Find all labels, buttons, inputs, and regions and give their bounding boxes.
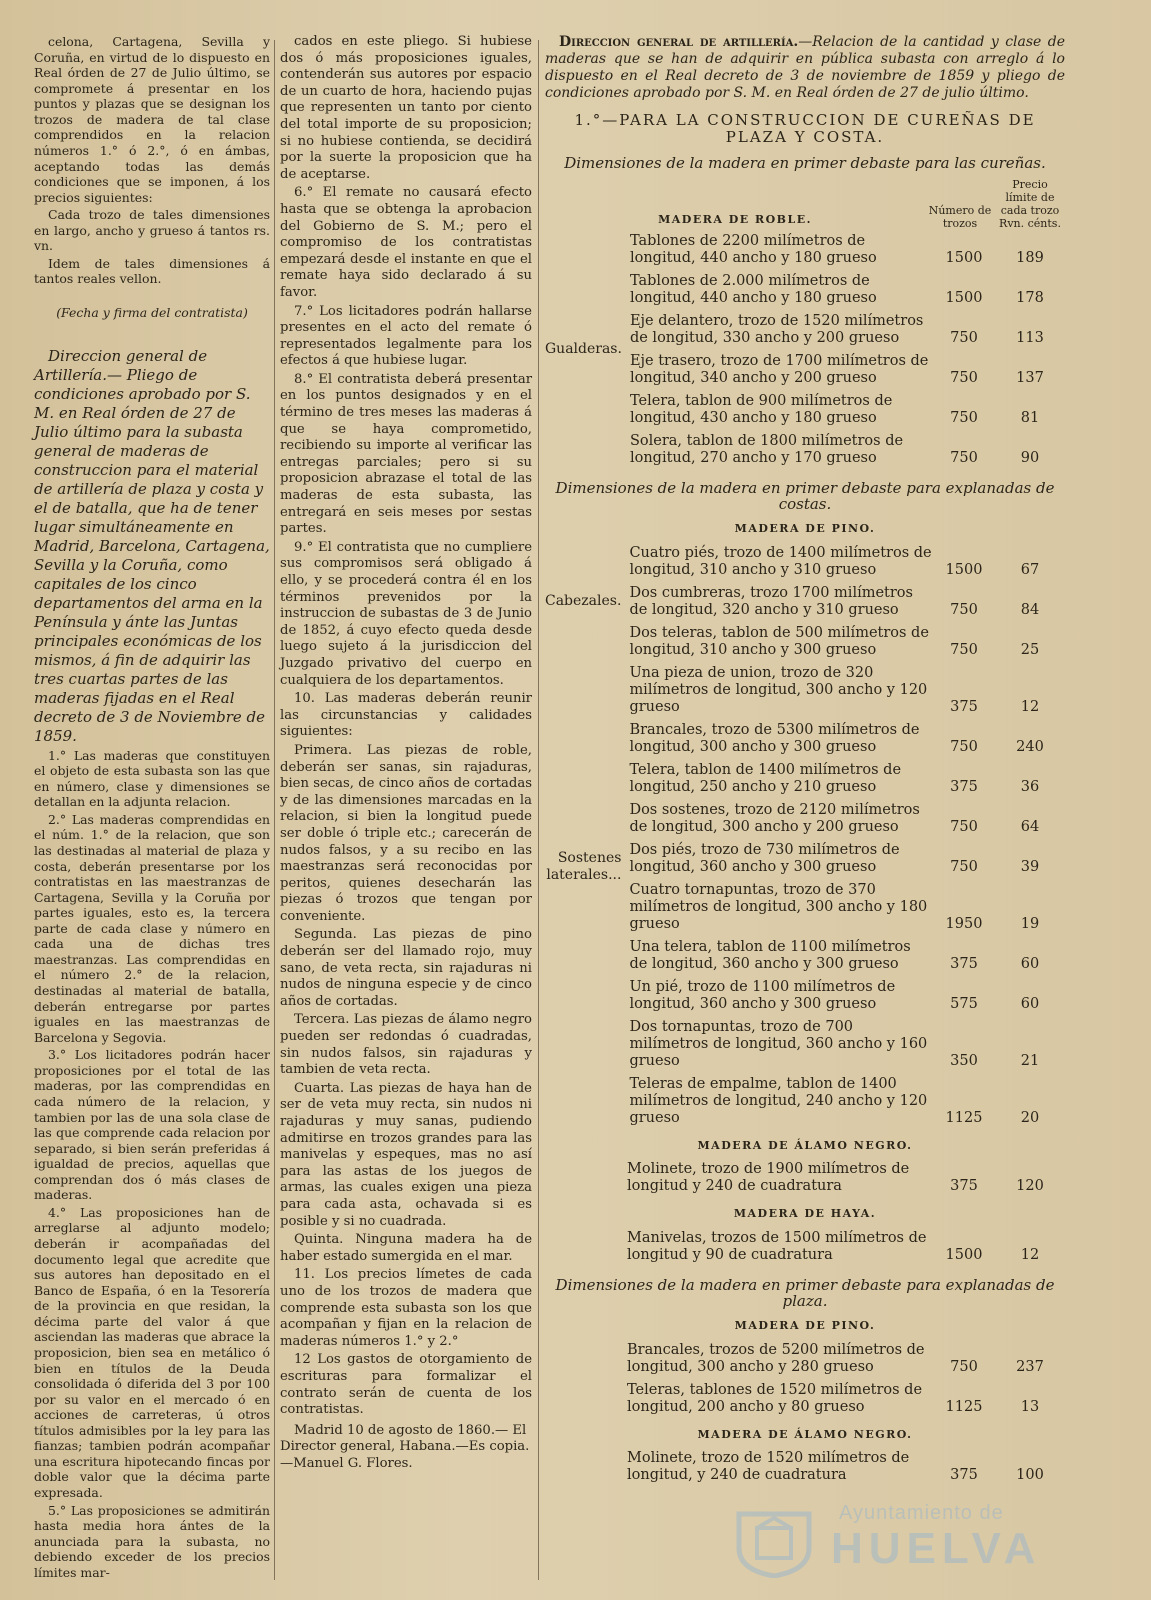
paragraph: Idem de tales dimensiones á tantos reales vellon.: [34, 255, 270, 287]
group-label: Sostenes laterales...: [546, 850, 622, 884]
relacion-title: [545, 34, 1065, 102]
group-label: [545, 1379, 623, 1419]
paragraph: Tercera. Las piezas de álamo negro pueden ser redondas ó cuadradas, sin nudos falsos, sin rajaduras y tambien de veta recta.: [280, 1012, 532, 1078]
wood-pino-2: MADERA DE PINO.: [734, 1318, 876, 1332]
item-description: Molinete, trozo de 1520 milímetros de longitud, y 240 de cuadratura: [627, 1450, 910, 1484]
paragraph: Cada trozo de tales dimensiones en largo, ancho y grueso á tantos rs. vn.: [34, 207, 270, 254]
table-pino-plaza: [545, 1339, 1065, 1419]
item-count: 1500: [945, 289, 983, 306]
dimension-heading-cureñas: Dimensiones de la madera en primer debaste para las cureñas.: [564, 154, 1046, 173]
item-price: 64: [1020, 818, 1040, 835]
item-description: Una pieza de union, trozo de 320 milímetros de longitud, 300 ancho y 120 grueso: [629, 664, 928, 715]
col1-intro: [34, 34, 270, 287]
section-1-heading: 1.°—PARA LA CONSTRUCCION DE CUREÑAS DE PLAZA Y COSTA.: [574, 111, 1036, 146]
group-label: [545, 976, 625, 1016]
item-description: Molinete, trozo de 1900 milímetros de longitud y 240 de cuadratura: [627, 1161, 910, 1195]
shield-icon: [731, 1508, 817, 1578]
item-description: Dos sostenes, trozo de 2120 milímetros de longitud, 300 ancho y 200 grueso: [629, 801, 920, 835]
item-count: 750: [950, 409, 978, 426]
item-price: 12: [1020, 1246, 1040, 1263]
paragraph: 10. Las maderas deberán reunir las circunstancias y calidades siguientes:: [280, 691, 532, 740]
item-count: 750: [950, 329, 978, 346]
item-count: 1500: [945, 1246, 983, 1263]
dimension-heading-costas: Dimensiones de la madera en primer debaste para explanadas de costas.: [555, 478, 1055, 514]
item-count: 375: [950, 1467, 978, 1484]
paragraph: 12 Los gastos de otorgamiento de escrituras para formalizar el contrato serán de cuenta de los contratistas.: [280, 1352, 532, 1418]
item-count: 750: [950, 818, 978, 835]
item-description: Dos cumbreras, trozo 1700 milímetros de longitud, 320 ancho y 310 grueso: [629, 584, 913, 618]
group-label: Gualderas.: [545, 341, 622, 358]
item-price: 240: [1016, 738, 1044, 755]
column-3-relacion: [545, 34, 1065, 1487]
wood-haya: MADERA DE HAYA.: [733, 1207, 877, 1221]
group-label: [545, 1339, 623, 1379]
paragraph: 4.° Las proposiciones han de arreglarse al adjunto modelo; deberán ir acompañadas del documento legal que acredite que sus autores han depositado en el Banco de España, ó en la Tesorería de la provincia en que residan, la décima parte del valor á que asciendan las maderas que abrace la proposicion, bien sea en metálico ó bien en títulos de la Deuda consolidada ó diferida del 3 por 100 por su valor en el mercado ó en acciones de carreteras, ú otros títulos admisibles por la ley para las fianzas; tambien podrán acompañar una escritura hipotecando fincas por doble valor que la décima parte expresada.: [34, 1204, 270, 1500]
item-count: 750: [950, 1358, 978, 1375]
item-count: 750: [950, 858, 978, 875]
item-price: 36: [1020, 778, 1040, 795]
paragraph: Quinta. Ninguna madera ha de haber estado sumergida en el mar.: [280, 1232, 532, 1264]
item-price: 20: [1020, 1109, 1040, 1126]
item-price: 13: [1020, 1398, 1040, 1415]
item-description: Manivelas, trozos de 1500 milímetros de longitud y 90 de cuadratura: [627, 1229, 927, 1263]
item-description: Telera, tablon de 900 milímetros de longitud, 430 ancho y 180 grueso: [629, 392, 893, 426]
item-price: 12: [1020, 698, 1040, 715]
item-price: 60: [1020, 995, 1040, 1012]
item-price: 90: [1020, 449, 1040, 466]
table-row: [545, 719, 1065, 759]
table-row: [545, 976, 1065, 1016]
table-row: [545, 1016, 1065, 1073]
table-alamo-2: [545, 1447, 1065, 1487]
group-label: [545, 936, 625, 976]
table-row: [545, 662, 1065, 719]
column-1: [34, 34, 270, 1582]
watermark: [731, 1502, 1061, 1582]
group-label: [545, 1016, 625, 1073]
item-description: Una telera, tablon de 1100 milímetros de longitud, 360 ancho y 300 grueso: [629, 938, 911, 972]
item-price: 19: [1020, 915, 1040, 932]
item-price: 100: [1016, 1467, 1044, 1484]
item-count: 1500: [945, 249, 983, 266]
item-price: 137: [1016, 369, 1044, 386]
item-count: 750: [950, 449, 978, 466]
item-price: 25: [1020, 641, 1040, 658]
item-description: Eje trasero, trozo de 1700 milímetros de longitud, 340 ancho y 200 grueso: [629, 352, 929, 386]
table-row: [545, 799, 1065, 839]
group-label: [545, 759, 625, 799]
item-price: 81: [1020, 409, 1040, 426]
table-row: [545, 1447, 1065, 1487]
item-price: 113: [1016, 329, 1044, 346]
item-count: 1950: [945, 915, 983, 932]
item-description: Dos piés, trozo de 730 milímetros de longitud, 360 ancho y 300 grueso: [629, 841, 900, 875]
table-row: [545, 1379, 1065, 1419]
wood-alamo: MADERA DE ÁLAMO NEGRO.: [697, 1138, 913, 1152]
group-label: [545, 662, 625, 719]
group-label: Cabezales.: [545, 593, 622, 610]
paragraph: cados en este pliego. Si hubiese dos ó más proposiciones iguales, contenderán sus autores por espacio de un cuarto de hora, haciendo pujas que representen un tanto por ciento del total importe de su proposicion; si no hubiese contienda, se decidirá por la suerte la proposicion que ha de aceptarse.: [280, 34, 532, 182]
item-price: 84: [1020, 601, 1040, 618]
item-description: Teleras, tablones de 1520 milímetros de longitud, 200 ancho y 80 grueso: [627, 1381, 923, 1415]
wood-roble: MADERA DE ROBLE.: [658, 212, 812, 226]
group-label: [545, 1227, 623, 1267]
table-row: [545, 542, 1065, 582]
item-count: 750: [950, 369, 978, 386]
item-count: 750: [950, 641, 978, 658]
paragraph: 8.° El contratista deberá presentar en los puntos designados y en el término de tres meses las maderas á que se haya comprometido, recibiendo su importe al verificar las entregas parciales; pero si su proposicion abrazase el total de las maderas de esta subasta, las entregará en seis meses por sestas partes.: [280, 371, 532, 537]
wood-pino: MADERA DE PINO.: [734, 521, 876, 535]
paragraph: 2.° Las maderas comprendidas en el núm. 1.° de la relacion, que son las destinadas al material de plaza y costa, deberán presentarse por los contratistas en las maestranzas de Cartagena, Sevilla y la Coruña por partes iguales, esto es, la tercera parte de cada clase y número en cada una de dichas tres maestranzas. Las comprendidas en el número 2.° de la relacion, destinadas al material de batalla, deberán entregarse por partes iguales en las maestranzas de Barcelona y Segovia.: [34, 811, 270, 1045]
item-description: Cuatro piés, trozo de 1400 milímetros de longitud, 310 ancho y 310 grueso: [629, 544, 932, 578]
item-description: Tablones de 2200 milímetros de longitud, 440 ancho y 180 grueso: [629, 232, 877, 266]
item-description: Cuatro tornapuntas, trozo de 370 milímetros de longitud, 300 ancho y 180 grueso: [629, 881, 928, 932]
table-row: [545, 1158, 1065, 1198]
item-description: Dos teleras, tablon de 500 milímetros de longitud, 310 ancho y 300 grueso: [629, 624, 929, 658]
item-price: 39: [1020, 858, 1040, 875]
item-description: Teleras de empalme, tablon de 1400 milímetros de longitud, 240 ancho y 120 grueso: [629, 1075, 928, 1126]
table-row: [545, 230, 1065, 270]
item-count: 1500: [945, 561, 983, 578]
item-description: Tablones de 2.000 milímetros de longitud, 440 ancho y 180 grueso: [629, 272, 877, 306]
relacion-title-rest: —Relacion de la cantidad y clase de maderas que se han de adquirir en pública subasta con arreglo á lo dispuesto en el Real decreto de 3 de noviembre de 1859 y pliego de condiciones aprobado por S. M. en Real órden de 27 de julio último.: [545, 34, 1065, 101]
item-description: Telera, tablon de 1400 milímetros de longitud, 250 ancho y 210 grueso: [629, 761, 902, 795]
item-count: 350: [950, 1052, 978, 1069]
paragraph: Segunda. Las piezas de pino deberán ser del llamado rojo, muy sano, de veta recta, sin rajaduras ni nudos de ninguna especie y de cinco años de cortadas.: [280, 927, 532, 1009]
table-alamo: [545, 1158, 1065, 1198]
table-haya: [545, 1227, 1065, 1267]
paragraph: Primera. Las piezas de roble, deberán ser sanas, sin rajaduras, bien secas, de cinco años de cortadas y de las dimensiones marcadas en la relacion, si bien la longitud puede ser doble ó triple etc.; carecerán de nudos falsos, y a su recibo en las maestranzas será reconocidas por peritos, quienes desecharán las piezas ó trozos que tengan por conveniente.: [280, 742, 532, 924]
paragraph: celona, Cartagena, Sevilla y Coruña, en virtud de lo dispuesto en Real órden de 27 de Julio último, se compromete á presentar en los puntos y plazas que se designan los trozos de madera de tal clase comprendidos en la relacion números 1.° ó 2.°, ó en ámbas, aceptando todas las demás condiciones que se imponen, á los precios siguientes:: [34, 34, 270, 205]
item-count: 375: [950, 698, 978, 715]
item-description: Brancales, trozo de 5300 milímetros de longitud, 300 ancho y 300 grueso: [629, 721, 920, 755]
paragraph: Cuarta. Las piezas de haya han de ser de veta muy recta, sin nudos ni rajaduras y muy sanas, pudiendo admitirse en trozos grandes para las manivelas y espeques, mas no así para las astas de los juegos de armas, las cuales exigen una pieza para cada asta, ochavada si es posible y si no cuadrada.: [280, 1080, 532, 1229]
item-price: 178: [1016, 289, 1044, 306]
paragraph: 6.° El remate no causará efecto hasta que se obtenga la aprobacion del Gobierno de S. M.; pero el compromiso de los contratistas empezará desde el instante en que el remate haya sido declarado á su favor.: [280, 185, 532, 300]
column-divider: [274, 40, 275, 1580]
item-count: 575: [950, 995, 978, 1012]
pliego-heading: Direccion general de Artillería.— Pliego de condiciones aprobado por S. M. en Real órden de 27 de Julio último para la subasta general de maderas de construccion para el material de artillería de plaza y costa y el de batalla, que ha de tener lugar simultáneamente en Madrid, Barcelona, Cartagena, Sevilla y la Coruña, como capitales de los cinco departamentos del arma en la Península y ánte las Juntas principales económicas de los mismos, á fin de adquirir las tres cuartas partes de las maderas fijadas en el Real decreto de 3 de Noviembre de 1859.: [34, 346, 270, 745]
paragraph: 9.° El contratista que no cumpliere sus compromisos será obligado á ello, y se procederá contra él en los términos prevenidos por la instruccion de subastas de 3 de Junio de 1852, á cuyo efecto queda desde luego sujeto á la jurisdiccion del Juzgado privativo del cuerpo en cualquiera de los departamentos.: [280, 539, 532, 688]
table-header: [545, 178, 1065, 230]
item-count: 750: [950, 601, 978, 618]
paragraph: 1.° Las maderas que constituyen el objeto de esta subasta son las que en número, clase y dimensiones se detallan en la adjunta relacion.: [34, 747, 270, 810]
item-price: 67: [1020, 561, 1040, 578]
col2-paragraphs: [280, 34, 532, 1419]
table-roble: [545, 230, 1065, 470]
item-description: Eje delantero, trozo de 1520 milímetros de longitud, 330 ancho y 200 grueso: [629, 312, 924, 346]
table-row: [545, 1073, 1065, 1130]
relacion-title-lead: Direccion general de artillería.: [559, 34, 799, 50]
item-price: 120: [1016, 1178, 1044, 1195]
item-count: 375: [950, 1178, 978, 1195]
closing-signature: Madrid 10 de agosto de 1860.— El Director general, Habana.—Es copia.—Manuel G. Flores.: [280, 1422, 530, 1471]
item-count: 1125: [945, 1398, 983, 1415]
table-row: [545, 759, 1065, 799]
item-count: 1125: [945, 1109, 983, 1126]
table-row: [545, 936, 1065, 976]
item-count: 750: [950, 738, 978, 755]
item-description: Un pié, trozo de 1100 milímetros de longitud, 360 ancho y 300 grueso: [629, 978, 896, 1012]
item-description: Dos tornapuntas, trozo de 700 milímetros de longitud, 360 ancho y 160 grueso: [629, 1018, 928, 1069]
column-2: [280, 34, 532, 1474]
group-label: [545, 719, 625, 759]
item-count: 375: [950, 778, 978, 795]
column-divider: [538, 40, 539, 1580]
paragraph: 3.° Los licitadores podrán hacer proposiciones por el total de las maderas, por las comprendidas en cada número de la relacion, y tambien por las de una sola clase de las que comprende cada relacion por separado, si bien serán preferidas á igualdad de precios, aquellas que comprendan dos ó más clases de maderas.: [34, 1047, 270, 1203]
group-label: [545, 1447, 623, 1487]
header-precio: Precio límite de cada trozo Rvn. cénts.: [999, 177, 1061, 230]
item-count: 375: [950, 955, 978, 972]
table-row: [545, 1227, 1065, 1267]
table-row: [545, 1339, 1065, 1379]
wood-alamo-2: MADERA DE ÁLAMO NEGRO.: [697, 1427, 913, 1441]
item-description: Solera, tablon de 1800 milímetros de longitud, 270 ancho y 170 grueso: [629, 432, 904, 466]
watermark-main: HUELVA: [831, 1524, 1042, 1573]
item-price: 237: [1016, 1358, 1044, 1375]
col1-paragraphs: [34, 748, 270, 1581]
paragraph: 5.° Las proposiciones se admitirán hasta media hora ántes de la anunciada para la subasta, no debiendo exceder de los precios límites mar-: [34, 1502, 270, 1580]
item-price: 189: [1016, 249, 1044, 266]
dimension-heading-plaza: Dimensiones de la madera en primer debaste para explanadas de plaza.: [555, 1275, 1055, 1311]
watermark-top: Ayuntamiento de: [839, 1502, 1004, 1524]
signature-line: (Fecha y firma del contratista): [56, 305, 248, 320]
table-pino-costas: [545, 542, 1065, 1130]
header-numero: Número de trozos: [928, 203, 992, 230]
item-description: Brancales, trozos de 5200 milímetros de longitud, 300 ancho y 280 grueso: [627, 1341, 925, 1375]
group-label: [545, 1158, 623, 1198]
item-price: 60: [1020, 955, 1040, 972]
paragraph: 7.° Los licitadores podrán hallarse presentes en el acto del remate ó representados legalmente para los efectos á que hubiese lugar.: [280, 303, 532, 369]
group-label: [545, 1073, 625, 1130]
paragraph: 11. Los precios límetes de cada uno de los trozos de madera que comprende esta subasta son los que acompañan y fijan en la relacion de maderas números 1.° y 2.°: [280, 1267, 532, 1349]
item-price: 21: [1020, 1052, 1040, 1069]
